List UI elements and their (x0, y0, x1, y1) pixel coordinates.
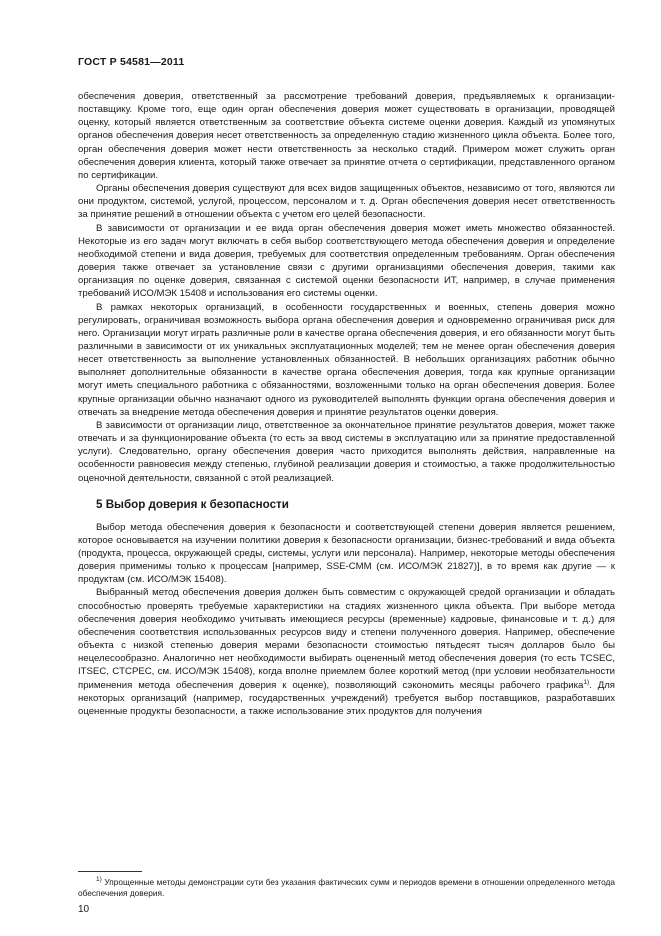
footnote-marker: 1) (96, 876, 102, 884)
section-title: Выбор доверия к безопасности (105, 497, 289, 511)
paragraph: обеспечения доверия, ответственный за рассмотрение требований доверия, предъявляемых к организации-поставщику. Кроме того, еще один орган обеспечения доверия может существовать в организации, проводящей оценку, который является ответственным за соответствие объекта системе оценки доверия. Каждый из упомянутых органов обеспечения доверия несет ответственность за определенную стадию жизненного цикла объекта. Более того, орган обеспечения доверия может нести ответственность за несколько стадий. Примером может служить орган обеспечения доверия клиента, который также отвечает за принятие отчета о сертификации, представленного органом по сертификации. (78, 91, 615, 181)
paragraph (78, 586, 615, 718)
paragraph-text-continued: . Для некоторых организаций (например, государственных учреждений) требуется выбор поставщиков, разработавших оцененные продукты безопасности, а также использование этих продуктов для получения (78, 679, 615, 717)
page-number: 10 (78, 904, 90, 915)
page-body (78, 90, 615, 718)
footnote-text: Упрощенные методы демонстрации сути без указания фактических сумм и периодов времени в отношении определенного метода обеспечения доверия. (78, 877, 615, 898)
section-heading (96, 498, 615, 512)
footnote (78, 877, 615, 899)
paragraph: В рамках некоторых организаций, в особенности государственных и военных, степень доверия можно регулировать, ограничивая возможность выбора органа обеспечения доверия и одновременно ограничивая риск для него. Организации могут играть различные роли в качестве органа обеспечения доверия, и его обязанности могут быть различными в зависимости от их уникальных эксплуатационных моделей; тем не менее орган обеспечения доверия несет ответственность за выполнение установленных обязанностей. В небольших организациях работник обычно выполняет дополнительные обязанности в качестве органа обеспечения доверия, тогда как крупные организации могут иметь специального работника с обязанностями, возложенными только на орган обеспечения доверия. Более крупные организации обычно назначают одного из руководителей выполнять функции органа обеспечения доверия и отвечать за внедрение метода обеспечения доверия и принятие результатов оценки доверия. (78, 301, 615, 418)
paragraph-text: Выбранный метод обеспечения доверия должен быть совместим с окружающей средой организации и обладать способностью проверять требуемые характеристики на стадиях жизненного цикла объекта. При выборе метода обеспечения доверия необходимо учитывать имеющиеся ресурсы (временные) кадровые, финансовые и т. д.) для обеспечения соответствия использованных ресурсов виду и степени полученного доверия. Например, обеспечение объекта с низкой степенью доверия мерами безопасности стоимостью пятьдесят тысяч долларов было бы нецелесообразно. Аналогично нет необходимости выбирать оцененный метод обеспечения доверия (то есть TCSEC, ITSEC, CTCPEC, см. ИСО/МЭК 15408), когда вполне приемлем более короткий метод (при условии необязательности применения метода обеспечения доверия к оценке), позволяющий сэкономить месяцы рабочего графика (78, 587, 615, 691)
footnote-separator (78, 871, 142, 872)
document-header: ГОСТ Р 54581—2011 (78, 56, 185, 68)
footnote-reference: 1) (583, 678, 590, 686)
section-number: 5 (96, 497, 103, 511)
paragraph: В зависимости от организации и ее вида орган обеспечения доверия может иметь множество обязанностей. Некоторые из его задач могут включать в себя выбор соответствующего метода обеспечения доверия и определение необходимой степени и вида доверия, требуемых для соответствия определенным требованиям. Орган обеспечения доверия также отвечает за установление связи с другими организациями обеспечения доверия, такими как организация по оценке доверия, связанная с системой оценки безопасности ИТ, например, в случае применения требований ИСО/МЭК 15408 и использования его системы оценки. (78, 222, 615, 300)
paragraph: В зависимости от организации лицо, ответственное за окончательное принятие результатов доверия, может также отвечать и за функционирование объекта (то есть за ввод системы в эксплуатацию или за принятие предоставленной услуги). Следовательно, органу обеспечения доверия часто приходится выполнять действия, направленные на особенности равновесия между степенью, глубиной реализации доверия и стоимостью, а также продолжительностью оценочной деятельности, связанной с этой реализацией. (78, 419, 615, 484)
paragraph: Выбор метода обеспечения доверия к безопасности и соответствующей степени доверия является решением, которое основывается на изучении политики доверия к безопасности организации, бизнес-требований и вида объекта (продукта, процесса, окружающей среды, системы, услуги или персонала). Например, некоторые методы обеспечения доверия применимы только к процессам [например, SSE-CMM (см. ИСО/МЭК 21827)], в то время как другие — к продуктам (см. ИСО/МЭК 15408). (78, 521, 615, 586)
paragraph: Органы обеспечения доверия существуют для всех видов защищенных объектов, независимо от того, являются ли они продуктом, системой, услугой, процессом, персоналом и т. д. Орган обеспечения доверия несет ответственность за принятие решений в отношении объекта с учетом его целей безопасности. (78, 183, 615, 221)
